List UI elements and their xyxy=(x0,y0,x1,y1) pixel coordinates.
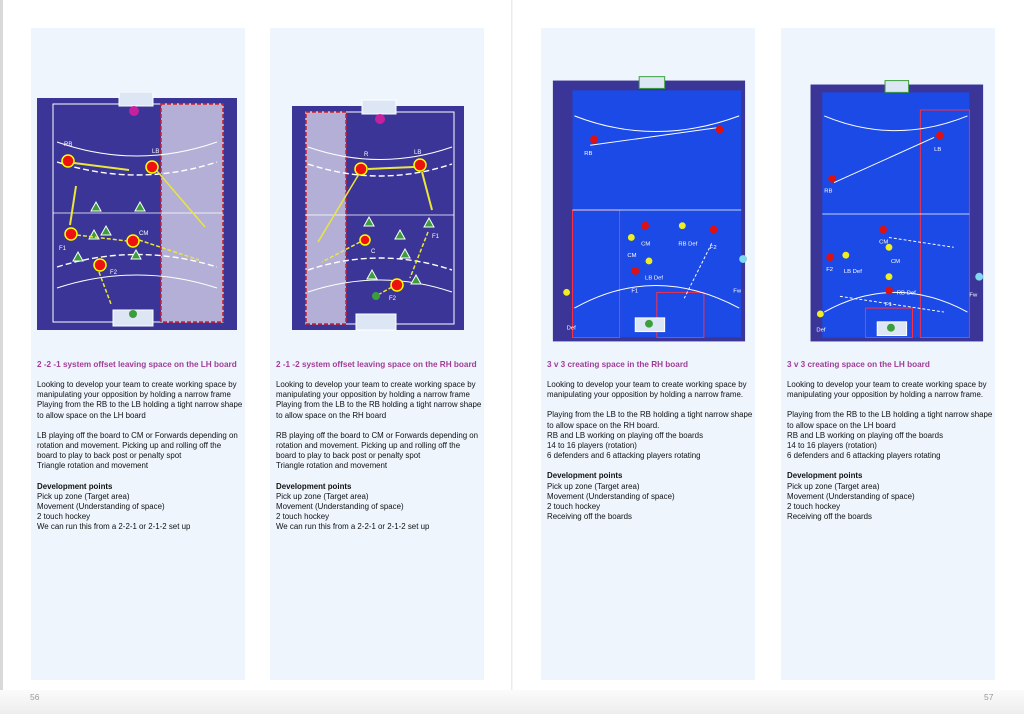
drill-description xyxy=(547,380,753,522)
development-point: Pick up zone (Target area) xyxy=(547,481,640,491)
drill-diagram-1 xyxy=(37,92,239,332)
player-label: Fw xyxy=(733,288,742,295)
development-point: 2 touch hockey xyxy=(547,502,601,512)
development-points-heading: Development points xyxy=(547,471,623,481)
drill-diagram-4 xyxy=(787,78,989,346)
development-point: 2 touch hockey xyxy=(787,502,841,512)
drill-column-2 xyxy=(270,28,484,680)
development-point: Movement (Understanding of space) xyxy=(37,502,165,512)
drill-caption: 3 v 3 creating space on the LH board xyxy=(787,360,930,369)
player-label: F2 xyxy=(826,266,834,273)
development-points-heading: Development points xyxy=(787,471,863,481)
player-label: F2 xyxy=(110,270,118,276)
drill-detail: 14 to 16 players (rotation) xyxy=(787,441,877,451)
page-number-left: 56 xyxy=(30,692,40,702)
player-label: F1 xyxy=(432,234,440,240)
player-label: Def xyxy=(566,325,576,332)
drill-diagram-3 xyxy=(547,74,749,346)
player-label: CM xyxy=(139,231,149,237)
book-spine xyxy=(511,0,513,714)
drill-detail: RB and LB working on playing off the boards xyxy=(787,430,944,440)
development-point: Movement (Understanding of space) xyxy=(787,491,915,501)
player-label: LB xyxy=(152,149,160,155)
drill-intro: Looking to develop your team to create working space by manipulating your opposition by holding a narrow frame xyxy=(276,380,476,400)
player-label: CM xyxy=(879,239,889,246)
player-label: CM xyxy=(641,241,651,248)
page-number-right: 57 xyxy=(984,692,994,702)
drill-intro: Looking to develop your team to create working space by manipulating your opposition by holding a narrow frame xyxy=(37,380,237,400)
drill-pattern: Playing from the LB to the RB holding a tight narrow shape to allow space on the RH board. xyxy=(547,410,753,430)
drill-caption: 3 v 3 creating space in the RH board xyxy=(547,360,689,369)
player-label: RB xyxy=(584,151,593,158)
player-label: R xyxy=(364,152,369,158)
development-point: 2 touch hockey xyxy=(37,512,91,522)
development-points-heading: Development points xyxy=(276,481,352,491)
drill-detail: LB playing off the board to CM or Forwards depending on rotation and movement. Picking up and rolling off the board to play to back post or penalty spot xyxy=(37,430,238,461)
player-label: Def xyxy=(816,327,826,334)
drill-detail: Triangle rotation and movement xyxy=(37,461,149,471)
player-label: RB Def xyxy=(896,290,916,297)
drill-caption: 2 -1 -2 system offset leaving space on the RH board xyxy=(276,360,477,369)
drill-pattern: Playing from the LB to the RB holding a tight narrow shape to allow space on the RH board xyxy=(276,400,482,420)
drill-diagram-2 xyxy=(276,92,478,332)
page-edge xyxy=(0,0,3,714)
player-label: F2 xyxy=(709,245,717,252)
drill-description xyxy=(276,380,482,533)
page-bottom-shadow xyxy=(0,690,1024,714)
player-label: LB Def xyxy=(645,275,664,282)
drill-detail: Triangle rotation and movement xyxy=(276,461,388,471)
development-point: Pick up zone (Target area) xyxy=(787,481,880,491)
drill-detail: RB playing off the board to CM or Forwards depending on rotation and movement. Picking up and rolling off the board to play to back post or penalty spot xyxy=(276,430,479,461)
player-label: Fw xyxy=(969,292,978,299)
development-point: We can run this from a 2-2-1 or 2-1-2 set up xyxy=(276,522,430,532)
drill-detail: RB and LB working on playing off the boards xyxy=(547,430,704,440)
development-point: Pick up zone (Target area) xyxy=(276,491,369,501)
development-point: Receiving off the boards xyxy=(547,512,632,522)
player-label: F1 xyxy=(885,302,892,309)
development-point: Movement (Understanding of space) xyxy=(547,491,675,501)
development-point: Movement (Understanding of space) xyxy=(276,502,404,512)
development-point: We can run this from a 2-2-1 or 2-1-2 set up xyxy=(37,522,191,532)
drill-description xyxy=(37,380,243,533)
development-point: Pick up zone (Target area) xyxy=(37,491,130,501)
player-label: C xyxy=(371,249,376,255)
player-label: LB xyxy=(934,147,942,154)
drill-detail: 14 to 16 players (rotation) xyxy=(547,441,637,451)
player-label: CM xyxy=(890,258,901,265)
drill-detail: 6 defenders and 6 attacking players rotating xyxy=(787,451,941,461)
player-label: LB Def xyxy=(843,268,862,275)
drill-pattern: Playing from the RB to the LB holding a tight narrow shape to allow space on the LH board xyxy=(787,410,993,430)
drill-pattern: Playing from the RB to the LB holding a tight narrow shape to allow space on the LH board xyxy=(37,400,243,420)
drill-column-4 xyxy=(781,28,995,680)
player-label: RB xyxy=(64,142,73,148)
drill-description xyxy=(787,380,993,522)
development-point: Receiving off the boards xyxy=(787,512,872,522)
drill-column-3 xyxy=(541,28,755,680)
drill-intro: Looking to develop your team to create working space by manipulating your opposition by holding a narrow frame. xyxy=(547,380,747,400)
drill-detail: 6 defenders and 6 attacking players rotating xyxy=(547,451,701,461)
development-points-heading: Development points xyxy=(37,481,113,491)
drill-intro: Looking to develop your team to create working space by manipulating your opposition by holding a narrow frame. xyxy=(787,380,987,400)
player-label: CM xyxy=(627,253,637,260)
drill-column-1 xyxy=(31,28,245,680)
player-label: LB xyxy=(414,150,422,156)
drill-caption: 2 -2 -1 system offset leaving space on the LH board xyxy=(37,360,237,369)
player-label: F1 xyxy=(631,288,639,295)
development-point: 2 touch hockey xyxy=(276,512,330,522)
player-label: RB Def xyxy=(678,241,698,248)
player-label: F1 xyxy=(59,246,67,252)
player-label: F2 xyxy=(389,296,397,302)
player-label: RB xyxy=(824,188,833,195)
